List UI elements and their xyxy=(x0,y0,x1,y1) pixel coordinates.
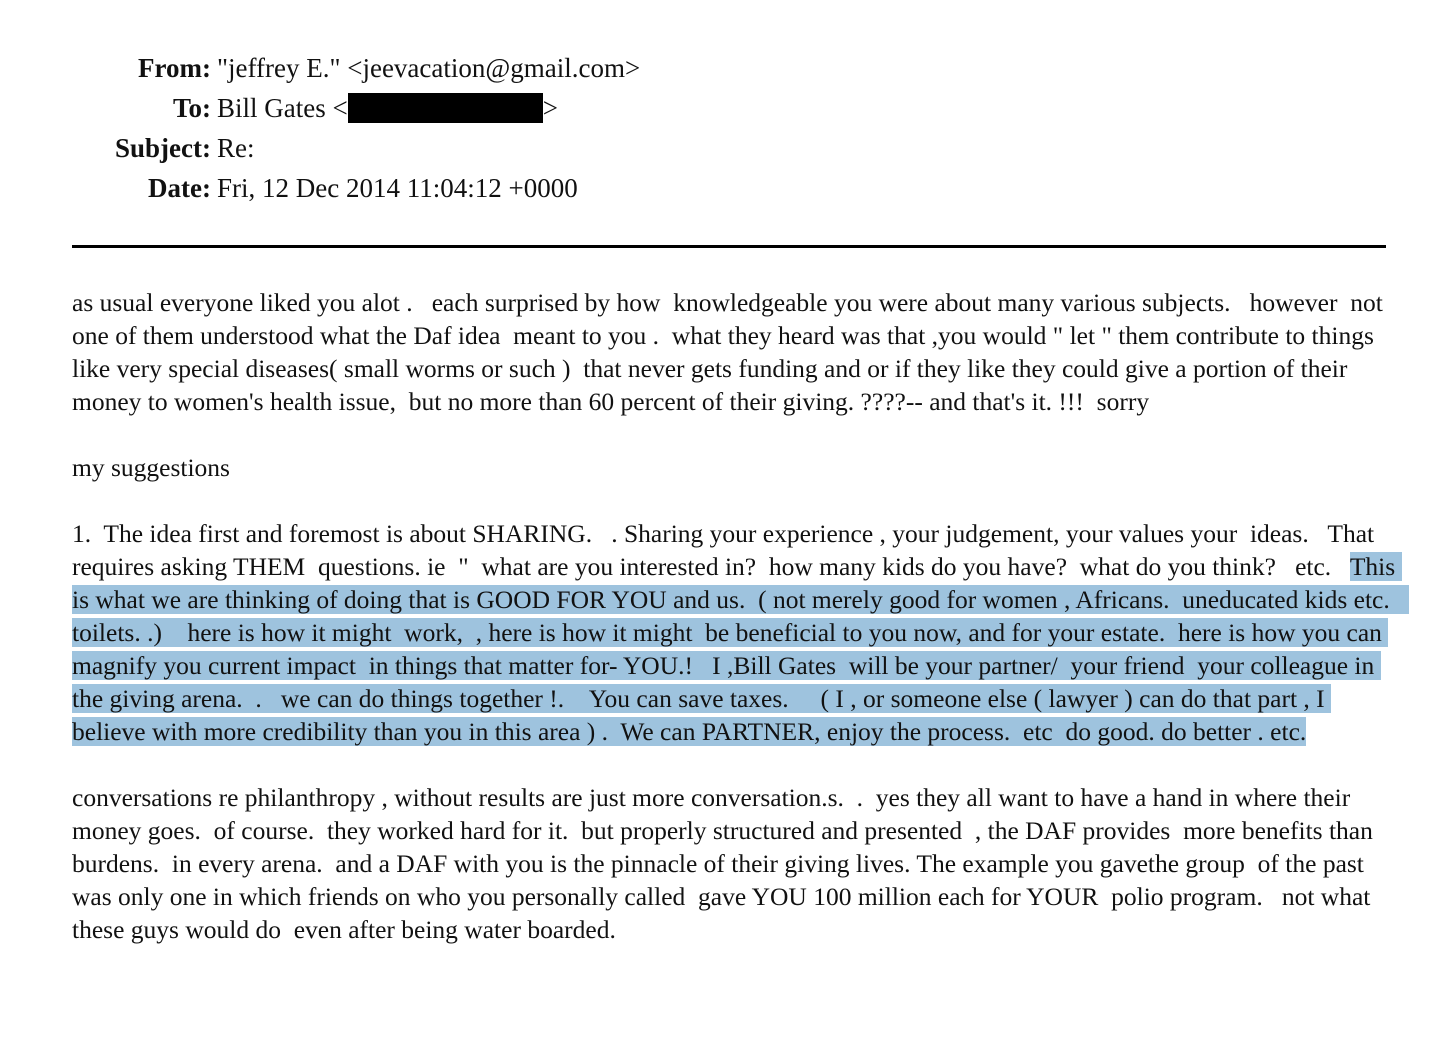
from-label: From: xyxy=(138,53,211,83)
email-body xyxy=(72,286,1409,979)
body-paragraph-4: conversations re philanthropy , without results are just more conversation.s. . yes they all want to have a hand in where their money goes. of course. they worked hard for it. but properly structured and presented , the DAF provides more benefits than burdens. in every arena. and a DAF with you is the pinnacle of their giving lives. The example you gavethe group of the past was only one in which friends on who you personally called gave YOU 100 million each for YOUR polio program. not what these guys would do even after being water boarded. xyxy=(72,783,1380,944)
to-label: To: xyxy=(172,93,211,123)
from-row xyxy=(0,48,1456,88)
subject-row xyxy=(0,128,1456,168)
date-value: Fri, 12 Dec 2014 11:04:12 +0000 xyxy=(217,173,578,203)
to-name: Bill Gates < xyxy=(217,93,348,123)
subject-label: Subject: xyxy=(115,133,211,163)
body-paragraph-1: as usual everyone liked you alot . each surprised by how knowledgeable you were about many various subjects. however not one of them understood what the Daf idea meant to you . what they heard was that ,you would " let " them contribute to things like very special diseases( small worms or such ) that never gets funding and or if they like they could give a portion of their money to women's health issue, but no more than 60 percent of their giving. ????-- and that's it. !!! sorry xyxy=(72,288,1390,416)
selected-text-highlight[interactable]: This is what we are thinking of doing that is GOOD FOR YOU and us. ( not merely good for women , Africans. uneducated kids etc. toilets. .) here is how it might work, , here is how it might be beneficial to you now, and for your estate. here is how you can magnify you current impact in things that matter for- YOU.! I ,Bill Gates will be your partner/ your friend your colleague in the giving arena. . we can do things together !. You can save taxes. ( I , or someone else ( lawyer ) can do that part , I believe with more credibility than you in this area ) . We can PARTNER, enjoy the process. etc do good. do better . etc. xyxy=(72,552,1409,746)
from-value: "jeffrey E." <jeevacation@gmail.com> xyxy=(217,53,641,83)
date-row xyxy=(0,168,1456,208)
email-header xyxy=(0,48,1456,208)
subject-value: Re: xyxy=(217,133,255,163)
to-value xyxy=(217,88,558,128)
date-label: Date: xyxy=(148,173,211,203)
to-suffix: > xyxy=(542,93,558,123)
body-paragraph-2: my suggestions xyxy=(72,453,230,482)
body-paragraph-3 xyxy=(72,517,1409,748)
paragraph-3-text: 1. The idea first and foremost is about SHARING. . Sharing your experience , your judgement, your values your ideas. That requires asking THEM questions. ie " what are you interested in? how many kids do you have? what do you think? etc. xyxy=(72,519,1381,581)
header-divider xyxy=(72,245,1386,248)
redaction-box xyxy=(348,93,543,123)
to-row xyxy=(0,88,1456,128)
